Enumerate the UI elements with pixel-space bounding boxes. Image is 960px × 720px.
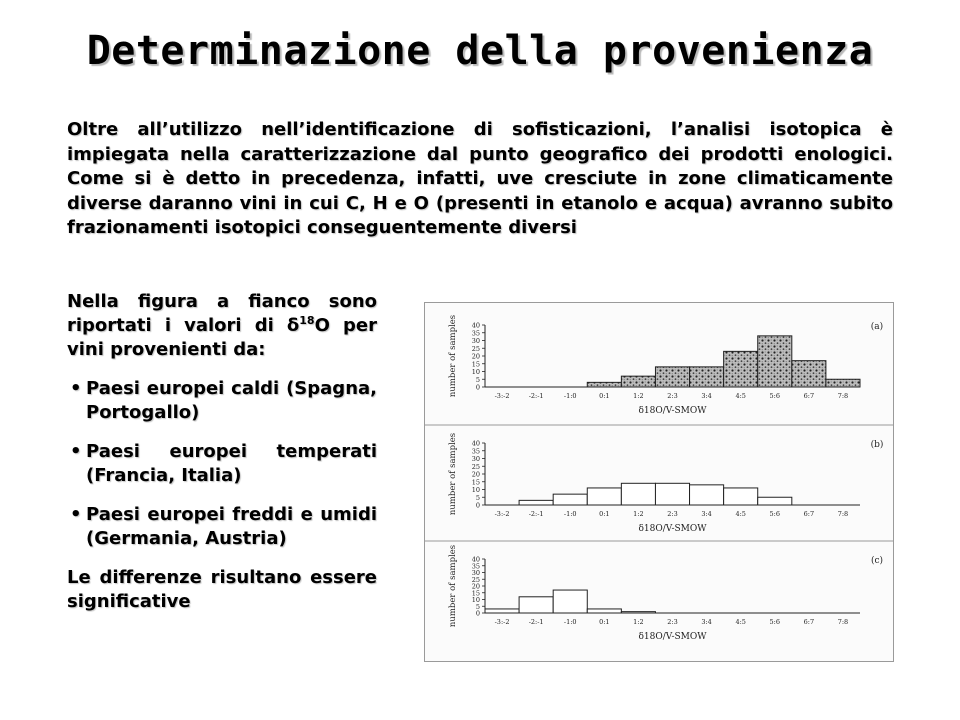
conclusion-text: Le differenze risultano essere significative (67, 567, 377, 612)
y-tick-label: 10 (471, 596, 480, 604)
histogram-bar (758, 336, 792, 387)
list-item (67, 503, 377, 551)
y-tick-label: 10 (471, 486, 480, 494)
y-tick-label: 25 (471, 462, 480, 471)
bullet-icon: • (70, 378, 82, 399)
y-tick-label: 35 (471, 562, 480, 571)
bullet-icon: • (70, 504, 82, 525)
list-item-text: Paesi europei caldi (Spagna, Portogallo) (86, 378, 377, 423)
histogram-bar (655, 483, 689, 505)
histogram-bar (655, 367, 689, 387)
x-axis-title: δ18O/V-SMOW (638, 406, 707, 416)
histogram-bar (792, 361, 826, 387)
x-tick-label: 7:8 (837, 618, 849, 626)
x-tick-label: -2:-1 (528, 392, 544, 400)
histogram-bar (758, 497, 792, 505)
y-tick-label: 0 (475, 383, 480, 392)
x-tick-label: 4:5 (735, 618, 746, 626)
x-tick-label: 1:2 (633, 392, 644, 400)
y-tick-label: 25 (471, 344, 480, 353)
y-tick-label: 15 (471, 360, 480, 369)
x-tick-label: -3:-2 (494, 510, 510, 518)
histogram-bar (553, 590, 587, 613)
x-tick-label: 6:7 (803, 510, 815, 518)
y-tick-label: 20 (471, 470, 480, 479)
y-axis-title: number of samples (448, 314, 458, 398)
x-tick-label: -1:0 (563, 510, 577, 518)
histogram-bar (553, 494, 587, 505)
y-tick-label: 0 (475, 501, 480, 510)
delta-symbol: δ (286, 315, 300, 336)
y-tick-label: 40 (471, 555, 480, 564)
y-tick-label: 20 (471, 582, 480, 591)
histogram-bar (485, 609, 519, 613)
x-tick-label: -3:-2 (494, 392, 510, 400)
x-tick-label: -2:-1 (528, 618, 544, 626)
y-tick-label: 40 (471, 439, 480, 448)
x-tick-label: 2:3 (667, 510, 678, 518)
histogram-bar (724, 488, 758, 505)
x-tick-label: -1:0 (563, 618, 577, 626)
figure-text-after: per vini provenienti da: (67, 315, 377, 360)
x-tick-label: 0:1 (599, 510, 610, 518)
y-tick-label: 5 (475, 493, 480, 502)
y-tick-label: 10 (471, 368, 480, 376)
histogram-bar (690, 485, 724, 505)
x-tick-label: 1:2 (633, 618, 644, 626)
figure-text-before: Nella figura a fianco sono riportati i valori di (67, 291, 377, 336)
y-tick-label: 0 (475, 609, 480, 618)
y-tick-label: 15 (471, 478, 480, 487)
x-tick-label: 1:2 (633, 510, 644, 518)
x-tick-label: -1:0 (563, 392, 577, 400)
x-tick-label: 3:4 (701, 392, 712, 400)
y-tick-label: 25 (471, 575, 480, 584)
figure-description (67, 290, 377, 362)
y-tick-label: 35 (471, 329, 480, 338)
x-tick-label: 4:5 (735, 510, 746, 518)
histogram-bar (621, 483, 655, 505)
histogram-bar (519, 597, 553, 613)
intro-paragraph: Oltre all’utilizzo nell’identificazione di sofisticazioni, l’analisi isotopica è impiegata nella caratterizzazione dal punto geografico dei prodotti enologici. Come si è detto in precedenza, infatti, uve cresciute in zone climaticamente diverse daranno vini in cui C, H e O (presenti in etanolo e acqua) avranno subito frazionamenti isotopici conseguentemente diversi (67, 119, 893, 238)
histogram-bar (724, 351, 758, 387)
y-tick-label: 40 (471, 321, 480, 330)
x-tick-label: 0:1 (599, 392, 610, 400)
histogram-bar (826, 379, 860, 387)
histogram-bar (587, 609, 621, 613)
list-item-text: Paesi europei freddi e umidi (Germania, Austria) (86, 504, 377, 549)
list-item (67, 377, 377, 425)
y-tick-label: 30 (471, 569, 480, 577)
x-tick-label: 6:7 (803, 618, 815, 626)
histogram-bar (587, 488, 621, 505)
x-tick-label: 2:3 (667, 392, 678, 400)
y-tick-label: 30 (471, 455, 480, 463)
x-tick-label: 7:8 (837, 510, 849, 518)
histogram-bar (690, 367, 724, 387)
panel-label: (b) (870, 440, 884, 450)
x-tick-label: 6:7 (803, 392, 815, 400)
x-tick-label: 0:1 (599, 618, 610, 626)
x-tick-label: -2:-1 (528, 510, 544, 518)
x-tick-label: 5:6 (769, 618, 781, 626)
y-axis-title: number of samples (448, 544, 458, 628)
isotope-element: O (314, 315, 330, 336)
x-tick-label: 7:8 (837, 392, 849, 400)
isotope-mass: 18 (299, 314, 315, 327)
y-tick-label: 30 (471, 337, 480, 345)
x-tick-label: 3:4 (701, 510, 712, 518)
y-tick-label: 5 (475, 375, 480, 384)
x-axis-title: δ18O/V-SMOW (638, 632, 707, 642)
histogram-svg (425, 303, 893, 661)
panel-label: (a) (870, 322, 884, 332)
histogram-bar (621, 612, 655, 613)
x-tick-label: 5:6 (769, 510, 781, 518)
histogram-figure (424, 302, 894, 662)
x-axis-title: δ18O/V-SMOW (638, 524, 707, 534)
x-tick-label: 4:5 (735, 392, 746, 400)
histogram-bar (621, 376, 655, 387)
region-list (67, 377, 377, 551)
list-item (67, 440, 377, 488)
left-column (67, 290, 377, 614)
y-tick-label: 20 (471, 352, 480, 361)
y-tick-label: 5 (475, 602, 480, 611)
histogram-bar (519, 500, 553, 505)
y-axis-title: number of samples (448, 432, 458, 516)
slide-title: Determinazione della provenienza (86, 28, 874, 74)
histogram-bar (587, 382, 621, 387)
x-tick-label: 2:3 (667, 618, 678, 626)
panel-label: (c) (870, 556, 884, 566)
x-tick-label: 5:6 (769, 392, 781, 400)
x-tick-label: -3:-2 (494, 618, 510, 626)
list-item-text: Paesi europei temperati (Francia, Italia) (86, 441, 377, 486)
y-tick-label: 15 (471, 589, 480, 598)
bullet-icon: • (70, 441, 82, 462)
x-tick-label: 3:4 (701, 618, 712, 626)
y-tick-label: 35 (471, 447, 480, 456)
